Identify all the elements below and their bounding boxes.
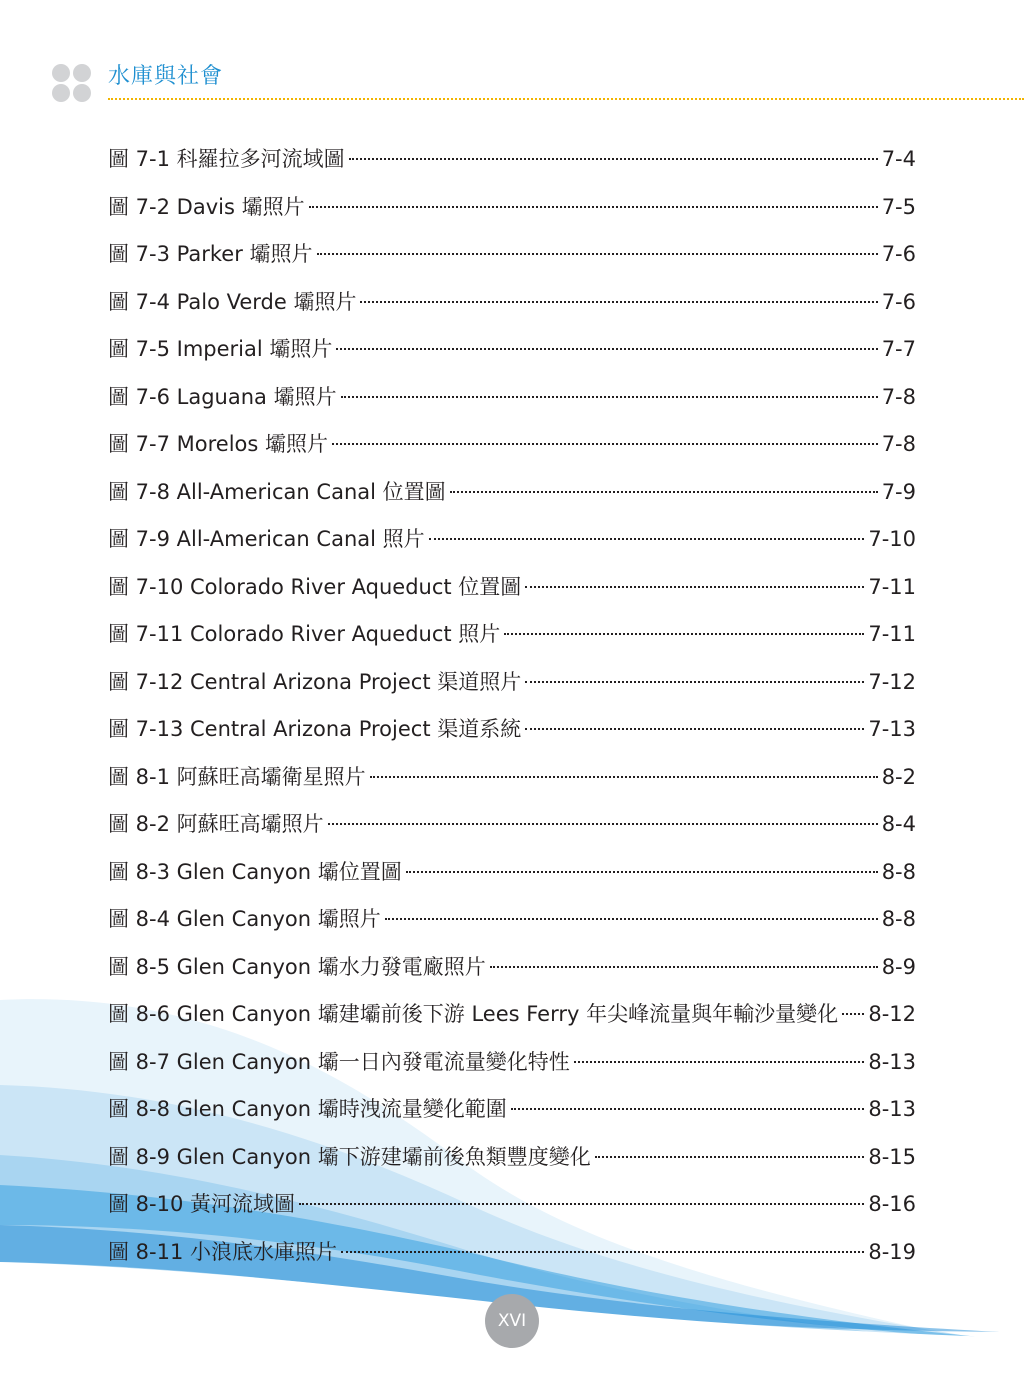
dot-leader <box>341 1251 864 1253</box>
toc-entry-label: 圖 7-9 All-American Canal 照片 <box>108 527 425 551</box>
dot-leader <box>317 253 878 255</box>
toc-entry[interactable] <box>108 991 916 1039</box>
toc-entry[interactable] <box>108 564 916 612</box>
dot-leader <box>360 301 877 303</box>
toc-entry-label: 圖 8-2 阿蘇旺高壩照片 <box>108 812 324 836</box>
toc-entry-page: 8-9 <box>881 954 916 979</box>
logo-icon <box>52 62 94 102</box>
header-title: 水庫與社會 <box>108 64 224 89</box>
toc-entry-label: 圖 7-6 Laguana 壩照片 <box>108 384 337 409</box>
toc-entry-label: 圖 8-5 Glen Canyon 壩水力發電廠照片 <box>108 954 486 979</box>
toc-entry-label: 圖 8-9 Glen Canyon 壩下游建壩前後魚類豐度變化 <box>108 1144 591 1169</box>
toc-entry-page: 7-11 <box>868 574 916 599</box>
toc-entry-page: 7-12 <box>868 669 916 694</box>
toc-entry-label: 圖 7-5 Imperial 壩照片 <box>108 337 333 361</box>
toc-entry-label: 圖 8-8 Glen Canyon 壩時洩流量變化範圍 <box>108 1097 507 1121</box>
toc-entry[interactable] <box>108 944 916 992</box>
dot-leader <box>525 681 864 683</box>
dot-leader <box>429 538 865 540</box>
toc-entry[interactable] <box>108 849 916 897</box>
toc-entry-label: 圖 7-2 Davis 壩照片 <box>108 194 305 219</box>
toc-entry-label: 圖 7-11 Colorado River Aqueduct 照片 <box>108 622 501 646</box>
toc-entry-page: 8-19 <box>868 1239 916 1264</box>
dot-leader <box>299 1203 864 1205</box>
toc-entry-label: 圖 8-11 小浪底水庫照片 <box>108 1239 338 1264</box>
dot-leader <box>842 1013 864 1015</box>
dot-leader <box>406 871 878 873</box>
toc-entry[interactable] <box>108 279 916 327</box>
dot-leader <box>490 966 878 968</box>
toc-entry-label: 圖 7-10 Colorado River Aqueduct 位置圖 <box>108 574 522 599</box>
toc-entry-page: 8-12 <box>868 1002 916 1026</box>
toc-entry-page: 7-6 <box>881 242 916 266</box>
toc-entry-label: 圖 8-1 阿蘇旺高壩衛星照片 <box>108 764 366 789</box>
toc-entry[interactable] <box>108 184 916 232</box>
toc-entry-page: 7-13 <box>868 717 916 741</box>
toc-entry[interactable] <box>108 659 916 707</box>
dot-leader <box>525 586 864 588</box>
dot-leader <box>332 443 878 445</box>
toc-entry-page: 8-4 <box>881 812 916 836</box>
toc-entry-label: 圖 7-7 Morelos 壩照片 <box>108 432 329 456</box>
toc-entry[interactable] <box>108 231 916 279</box>
toc-entry[interactable] <box>108 421 916 469</box>
toc-entry[interactable] <box>108 136 916 184</box>
toc-entry-page: 8-2 <box>881 764 916 789</box>
toc-entry-label: 圖 8-7 Glen Canyon 壩一日內發電流量變化特性 <box>108 1049 570 1074</box>
toc-entry-page: 7-11 <box>868 622 916 646</box>
toc-entry-label: 圖 7-12 Central Arizona Project 渠道照片 <box>108 669 522 694</box>
toc-entry[interactable] <box>108 706 916 754</box>
toc-entry-page: 8-8 <box>881 907 916 931</box>
toc-entry-page: 7-10 <box>868 527 916 551</box>
toc-entry-page: 7-6 <box>881 289 916 314</box>
toc-entry-page: 8-13 <box>868 1049 916 1074</box>
toc-entry-page: 7-5 <box>881 194 916 219</box>
toc-entry-page: 8-13 <box>868 1097 916 1121</box>
toc-entry-page: 7-9 <box>881 479 916 504</box>
dot-leader <box>385 918 878 920</box>
toc-entry-page: 7-8 <box>881 384 916 409</box>
toc-entry-label: 圖 8-3 Glen Canyon 壩位置圖 <box>108 859 402 884</box>
toc-entry-label: 圖 8-4 Glen Canyon 壩照片 <box>108 907 381 931</box>
dot-leader <box>450 491 878 493</box>
dot-leader <box>504 633 864 635</box>
dot-leader <box>341 396 878 398</box>
toc-entry[interactable] <box>108 754 916 802</box>
toc-entry-label: 圖 7-1 科羅拉多河流域圖 <box>108 147 345 171</box>
toc-entry[interactable] <box>108 326 916 374</box>
toc-entry-label: 圖 8-10 黃河流域圖 <box>108 1192 296 1216</box>
toc-entry[interactable] <box>108 1181 916 1229</box>
toc-entry-page: 8-8 <box>881 859 916 884</box>
page-header <box>52 62 1024 102</box>
toc-entry[interactable] <box>108 611 916 659</box>
toc-entry-label: 圖 7-8 All-American Canal 位置圖 <box>108 479 446 504</box>
toc-entry[interactable] <box>108 1229 916 1277</box>
toc-entry-page: 7-8 <box>881 432 916 456</box>
toc-entry-page: 7-7 <box>881 337 916 361</box>
toc-entry[interactable] <box>108 469 916 517</box>
toc-entry[interactable] <box>108 516 916 564</box>
toc-entry[interactable] <box>108 374 916 422</box>
dot-leader <box>574 1061 865 1063</box>
page-number-badge: XVI <box>485 1294 539 1348</box>
toc-entry-label: 圖 7-3 Parker 壩照片 <box>108 242 313 266</box>
table-of-figures <box>108 136 916 1276</box>
toc-entry[interactable] <box>108 801 916 849</box>
dot-leader <box>511 1108 865 1110</box>
toc-entry-page: 8-16 <box>868 1192 916 1216</box>
dot-leader <box>309 206 878 208</box>
toc-entry[interactable] <box>108 896 916 944</box>
toc-entry-label: 圖 8-6 Glen Canyon 壩建壩前後下游 Lees Ferry 年尖峰流量與年輸沙量變化 <box>108 1002 839 1026</box>
dot-leader <box>525 728 864 730</box>
dot-leader <box>336 348 877 350</box>
toc-entry[interactable] <box>108 1134 916 1182</box>
dot-leader <box>328 823 878 825</box>
toc-entry-page: 7-4 <box>881 147 916 171</box>
dot-leader <box>595 1156 865 1158</box>
toc-entry-label: 圖 7-4 Palo Verde 壩照片 <box>108 289 357 314</box>
toc-entry[interactable] <box>108 1039 916 1087</box>
dot-leader <box>349 158 878 160</box>
dot-leader <box>370 776 878 778</box>
header-divider <box>108 98 1024 100</box>
toc-entry[interactable] <box>108 1086 916 1134</box>
toc-entry-page: 8-15 <box>868 1144 916 1169</box>
toc-entry-label: 圖 7-13 Central Arizona Project 渠道系統 <box>108 717 522 741</box>
